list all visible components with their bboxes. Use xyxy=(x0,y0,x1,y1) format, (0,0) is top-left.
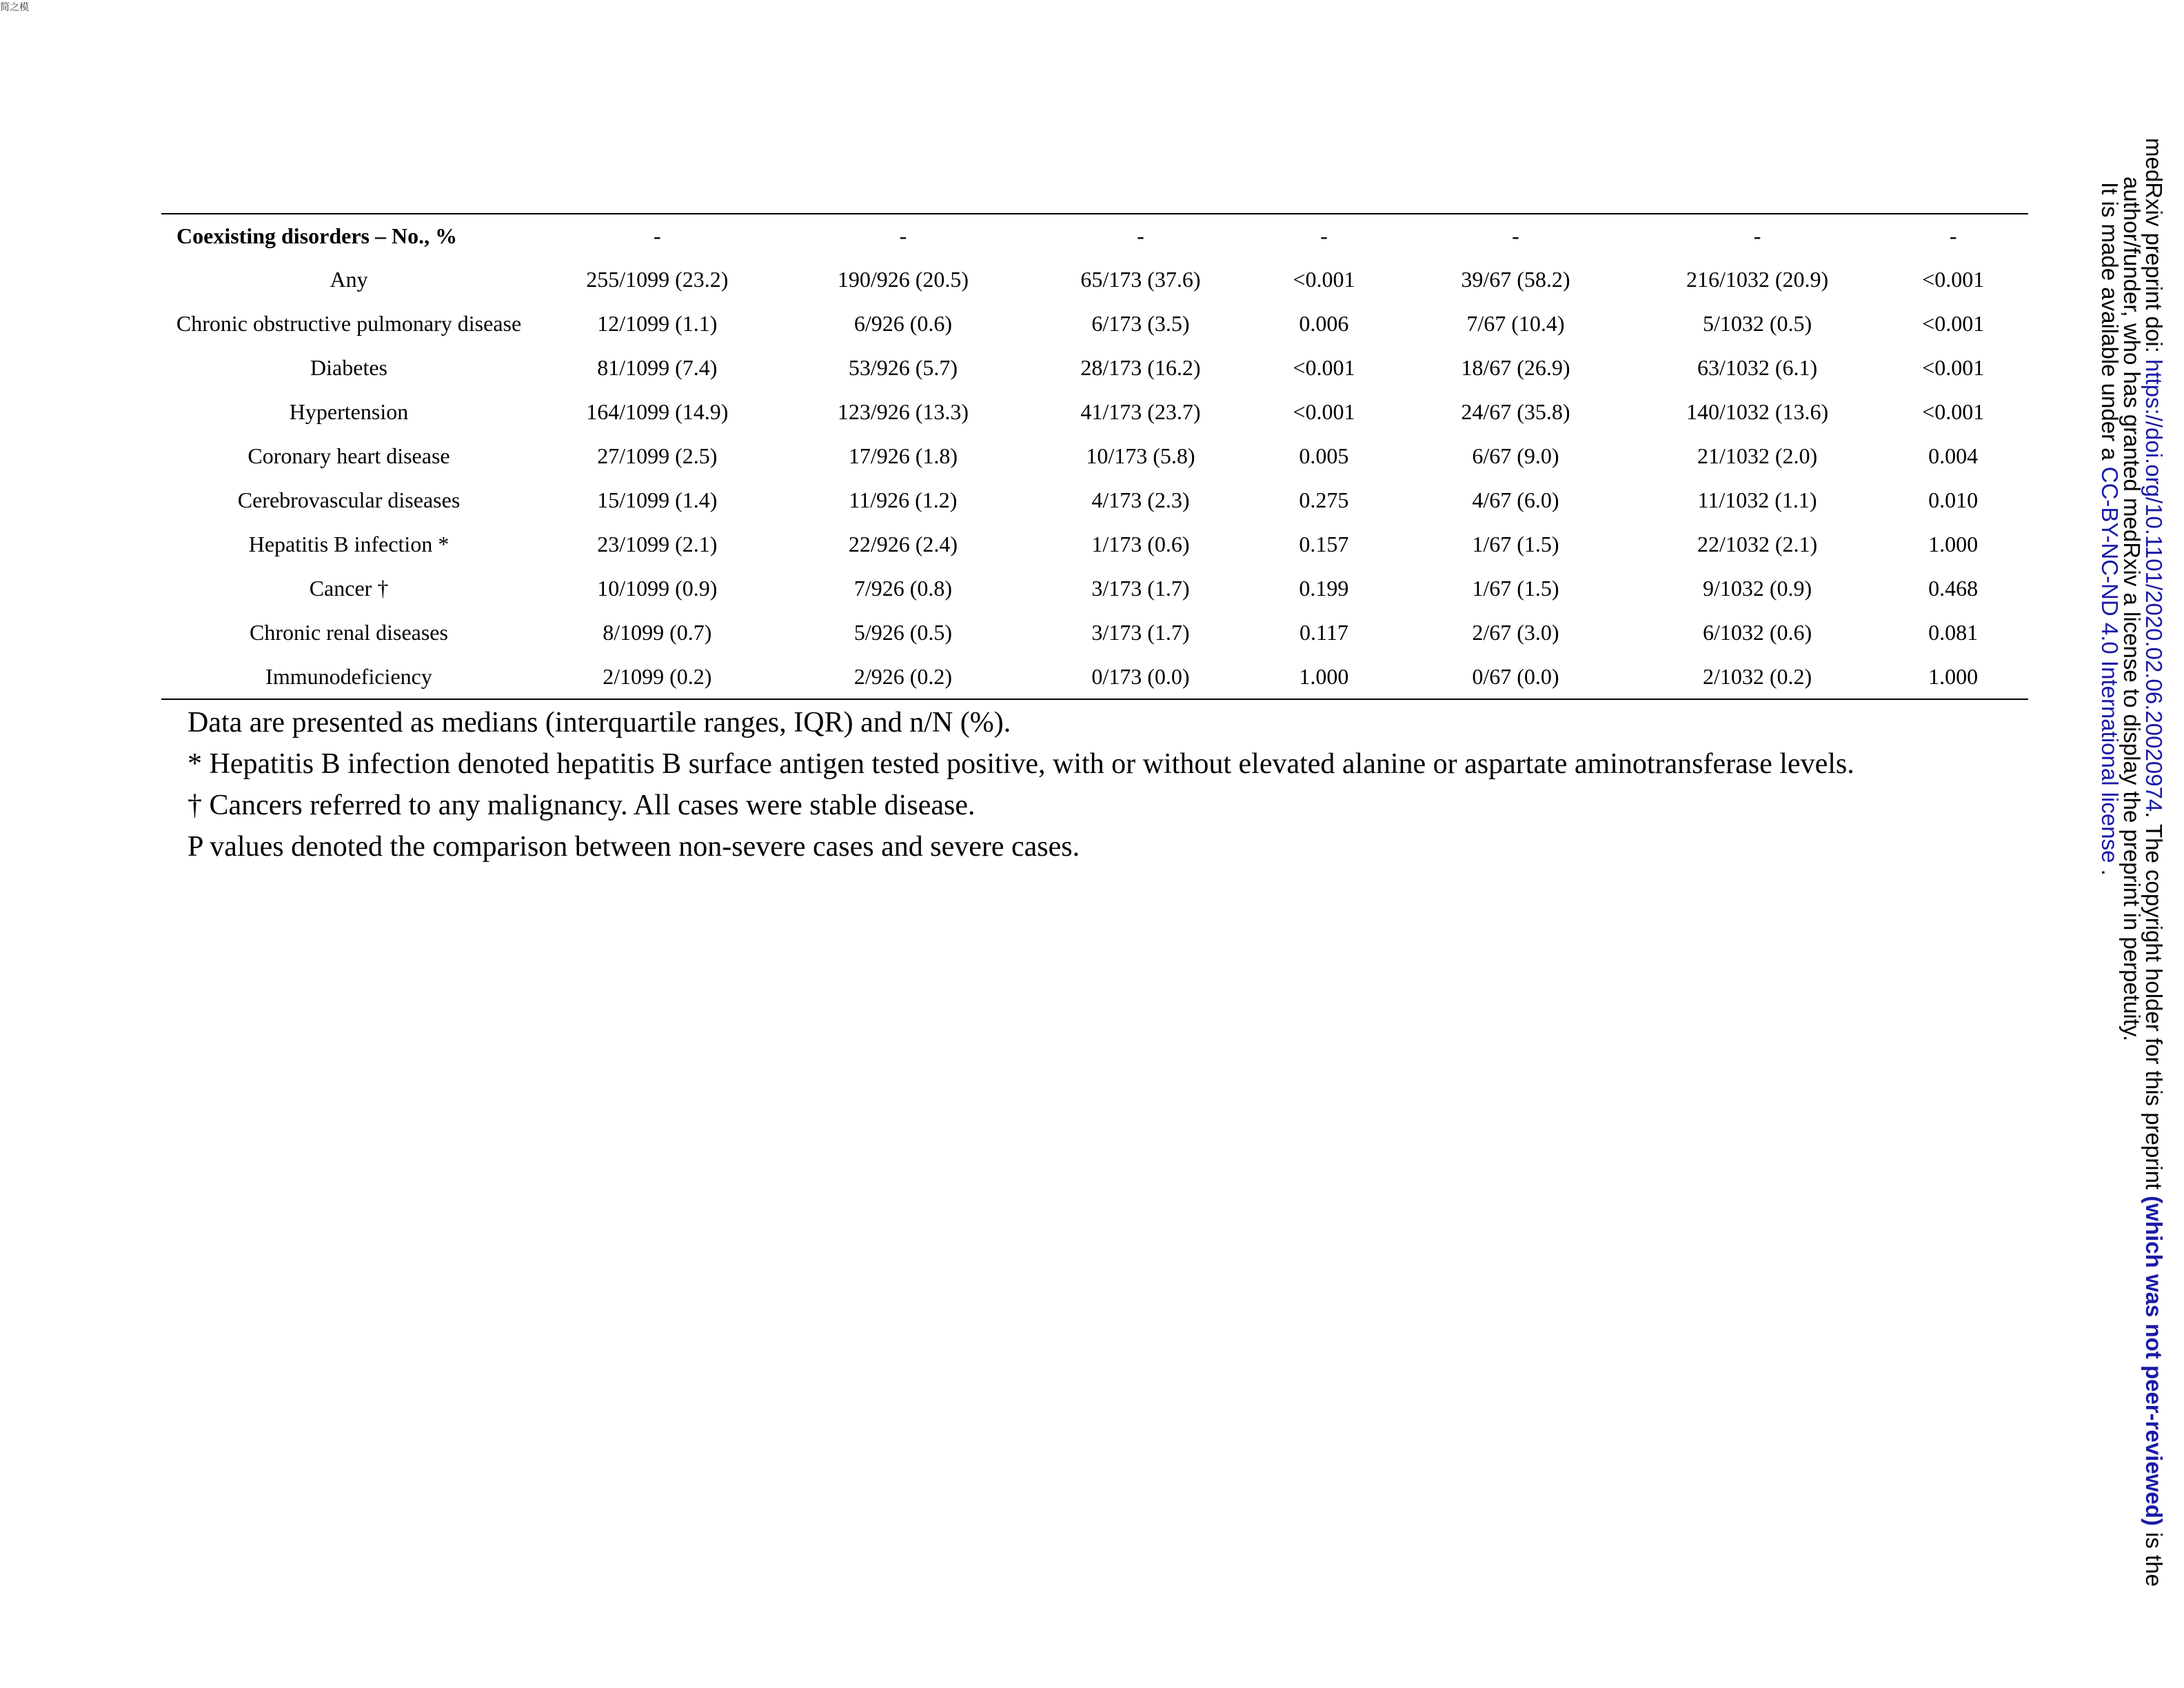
section-dash: - xyxy=(1753,223,1761,248)
table-cell: 0.275 xyxy=(1299,487,1349,512)
table-cell: 0.006 xyxy=(1299,310,1349,336)
table-cell: 7/67 (10.4) xyxy=(1466,310,1565,336)
table-cell: 63/1032 (6.1) xyxy=(1697,354,1818,380)
table-cell: <0.001 xyxy=(1922,310,1985,336)
table-cell: 123/926 (13.3) xyxy=(837,399,969,424)
table-row xyxy=(161,390,2028,434)
table-cell: 5/1032 (0.5) xyxy=(1702,310,1812,336)
doi-link[interactable]: https://doi.org/10.1101/2020.02.06.20020974 xyxy=(2141,359,2167,812)
table-cell: 23/1099 (2.1) xyxy=(597,531,718,556)
table-cell: 255/1099 (23.2) xyxy=(586,266,729,292)
table-cell: 216/1032 (20.9) xyxy=(1686,266,1829,292)
table-cell: 8/1099 (0.7) xyxy=(603,619,712,645)
row-label: Immunodeficiency xyxy=(265,663,432,689)
table-cell: 1.000 xyxy=(1928,663,1979,689)
row-label: Hypertension xyxy=(289,399,409,424)
section-dash: - xyxy=(899,223,907,248)
table-row xyxy=(161,345,2028,390)
table-cell: 1.000 xyxy=(1928,531,1979,556)
table-cell: 2/1032 (0.2) xyxy=(1702,663,1812,689)
table-cell: 6/67 (9.0) xyxy=(1472,443,1559,468)
table-cell: 28/173 (16.2) xyxy=(1080,354,1201,380)
table-cell: 10/173 (5.8) xyxy=(1086,443,1195,468)
footnote-data-format: Data are presented as medians (interquartile ranges, IQR) and n/N (%). xyxy=(188,707,1011,738)
table-cell: 41/173 (23.7) xyxy=(1080,399,1201,424)
banner-line3-suffix: . xyxy=(2097,863,2123,876)
table-cell: 0/173 (0.0) xyxy=(1091,663,1190,689)
banner-line-3 xyxy=(2099,138,2121,1587)
table-cell: 65/173 (37.6) xyxy=(1080,266,1201,292)
table-cell: 1/67 (1.5) xyxy=(1472,575,1559,601)
table-cell: 0.199 xyxy=(1299,575,1349,601)
medrxiv-preprint-banner xyxy=(2099,138,2165,1587)
section-label: Coexisting disorders – No., % xyxy=(176,223,458,248)
table-cell: 3/173 (1.7) xyxy=(1091,575,1190,601)
table-cell: 21/1032 (2.0) xyxy=(1697,443,1818,468)
footnote-cancer: † Cancers referred to any malignancy. All cases were stable disease. xyxy=(188,790,975,821)
table-cell: 0/67 (0.0) xyxy=(1472,663,1559,689)
table-cell: 3/173 (1.7) xyxy=(1091,619,1190,645)
table-cell: 17/926 (1.8) xyxy=(848,443,958,468)
table-cell: 1/67 (1.5) xyxy=(1472,531,1559,556)
banner-prefix: medRxiv preprint doi: xyxy=(2141,138,2167,359)
table-cell: 1.000 xyxy=(1299,663,1349,689)
section-dash: - xyxy=(1512,223,1519,248)
table-cell: 0.081 xyxy=(1928,619,1979,645)
table-row xyxy=(161,522,2028,566)
table-cell: <0.001 xyxy=(1922,399,1985,424)
footnote-hepatitis-b: * Hepatitis B infection denoted hepatitis B surface antigen tested positive, with or without elevated alanine or aspartate aminotransferase levels. xyxy=(188,748,1854,780)
peer-review-link[interactable]: (which was not peer-reviewed) xyxy=(2141,1196,2167,1526)
section-dash: - xyxy=(1137,223,1144,248)
table-row xyxy=(161,566,2028,610)
row-label: Chronic obstructive pulmonary disease xyxy=(176,310,522,336)
banner-line-1 xyxy=(2143,138,2165,1587)
table-cell: 27/1099 (2.5) xyxy=(597,443,718,468)
table-cell: 22/1032 (2.1) xyxy=(1697,531,1818,556)
table-cell: 2/926 (0.2) xyxy=(853,663,953,689)
table-cell: 39/67 (58.2) xyxy=(1461,266,1570,292)
table-cell: 0.005 xyxy=(1299,443,1349,468)
table-row xyxy=(161,478,2028,522)
footnote-p-values: P values denoted the comparison between non-severe cases and severe cases. xyxy=(188,831,1080,863)
row-label: Diabetes xyxy=(310,354,387,380)
table-cell: 0.468 xyxy=(1928,575,1979,601)
table-cell: 0.004 xyxy=(1928,443,1979,468)
table-cell: 81/1099 (7.4) xyxy=(597,354,718,380)
table-cell: <0.001 xyxy=(1293,266,1355,292)
table-row xyxy=(161,434,2028,478)
table-cell: 11/926 (1.2) xyxy=(849,487,958,512)
table-cell: 2/1099 (0.2) xyxy=(603,663,712,689)
table-row xyxy=(161,610,2028,654)
table-cell: 190/926 (20.5) xyxy=(837,266,969,292)
table-cell: 11/1032 (1.1) xyxy=(1697,487,1817,512)
table-row xyxy=(161,654,2028,699)
table-cell: 2/67 (3.0) xyxy=(1472,619,1559,645)
table-cell: <0.001 xyxy=(1922,354,1985,380)
table-cell: 140/1032 (13.6) xyxy=(1686,399,1829,424)
table-cell: 1/173 (0.6) xyxy=(1091,531,1190,556)
row-label: Any xyxy=(330,266,368,292)
table-footnotes xyxy=(188,702,2049,867)
table-cell: 6/173 (3.5) xyxy=(1091,310,1190,336)
row-label: Hepatitis B infection * xyxy=(248,531,449,556)
row-label: Chronic renal diseases xyxy=(250,619,448,645)
section-dash: - xyxy=(653,223,661,248)
table-row xyxy=(161,301,2028,345)
table-cell: 0.117 xyxy=(1300,619,1348,645)
table-cell: 0.010 xyxy=(1928,487,1979,512)
table-cell: 10/1099 (0.9) xyxy=(597,575,718,601)
table-cell: 53/926 (5.7) xyxy=(848,354,958,380)
table-cell: <0.001 xyxy=(1293,399,1355,424)
banner-line-2: author/funder, who has granted medRxiv a license to display the preprint in perpetuity. xyxy=(2119,177,2145,1042)
table-cell: 4/67 (6.0) xyxy=(1472,487,1559,512)
table-row xyxy=(161,257,2028,301)
banner-line3-prefix: It is made available under a xyxy=(2097,182,2123,467)
table-cell: 9/1032 (0.9) xyxy=(1702,575,1812,601)
table-cell: 5/926 (0.5) xyxy=(853,619,953,645)
table-cell: 24/67 (35.8) xyxy=(1461,399,1570,424)
table-cell: 22/926 (2.4) xyxy=(848,531,958,556)
banner-middle: . The copyright holder for this preprint xyxy=(2141,812,2167,1196)
row-label: Cancer † xyxy=(309,575,389,601)
table-cell: 12/1099 (1.1) xyxy=(597,310,718,336)
table-cell: 18/67 (26.9) xyxy=(1461,354,1570,380)
row-label: Coronary heart disease xyxy=(247,443,450,468)
coexisting-disorders-table xyxy=(161,213,2028,700)
banner-suffix: is the xyxy=(2141,1525,2167,1587)
table-cell: 164/1099 (14.9) xyxy=(586,399,729,424)
table-cell: 6/1032 (0.6) xyxy=(1702,619,1812,645)
section-header-row xyxy=(161,214,2028,257)
table-container xyxy=(161,213,2028,700)
table-cell: <0.001 xyxy=(1293,354,1355,380)
table-cell: 7/926 (0.8) xyxy=(853,575,953,601)
table-cell: 15/1099 (1.4) xyxy=(597,487,718,512)
license-link[interactable]: CC-BY-NC-ND 4.0 International license xyxy=(2097,466,2123,863)
table-cell: 4/173 (2.3) xyxy=(1091,487,1190,512)
corner-mark: 简之模 xyxy=(0,2,29,13)
row-label: Cerebrovascular diseases xyxy=(237,487,461,512)
section-dash: - xyxy=(1320,223,1328,248)
table-cell: 6/926 (0.6) xyxy=(853,310,953,336)
table-cell: 0.157 xyxy=(1299,531,1349,556)
table-cell: <0.001 xyxy=(1922,266,1985,292)
section-dash: - xyxy=(1949,223,1957,248)
